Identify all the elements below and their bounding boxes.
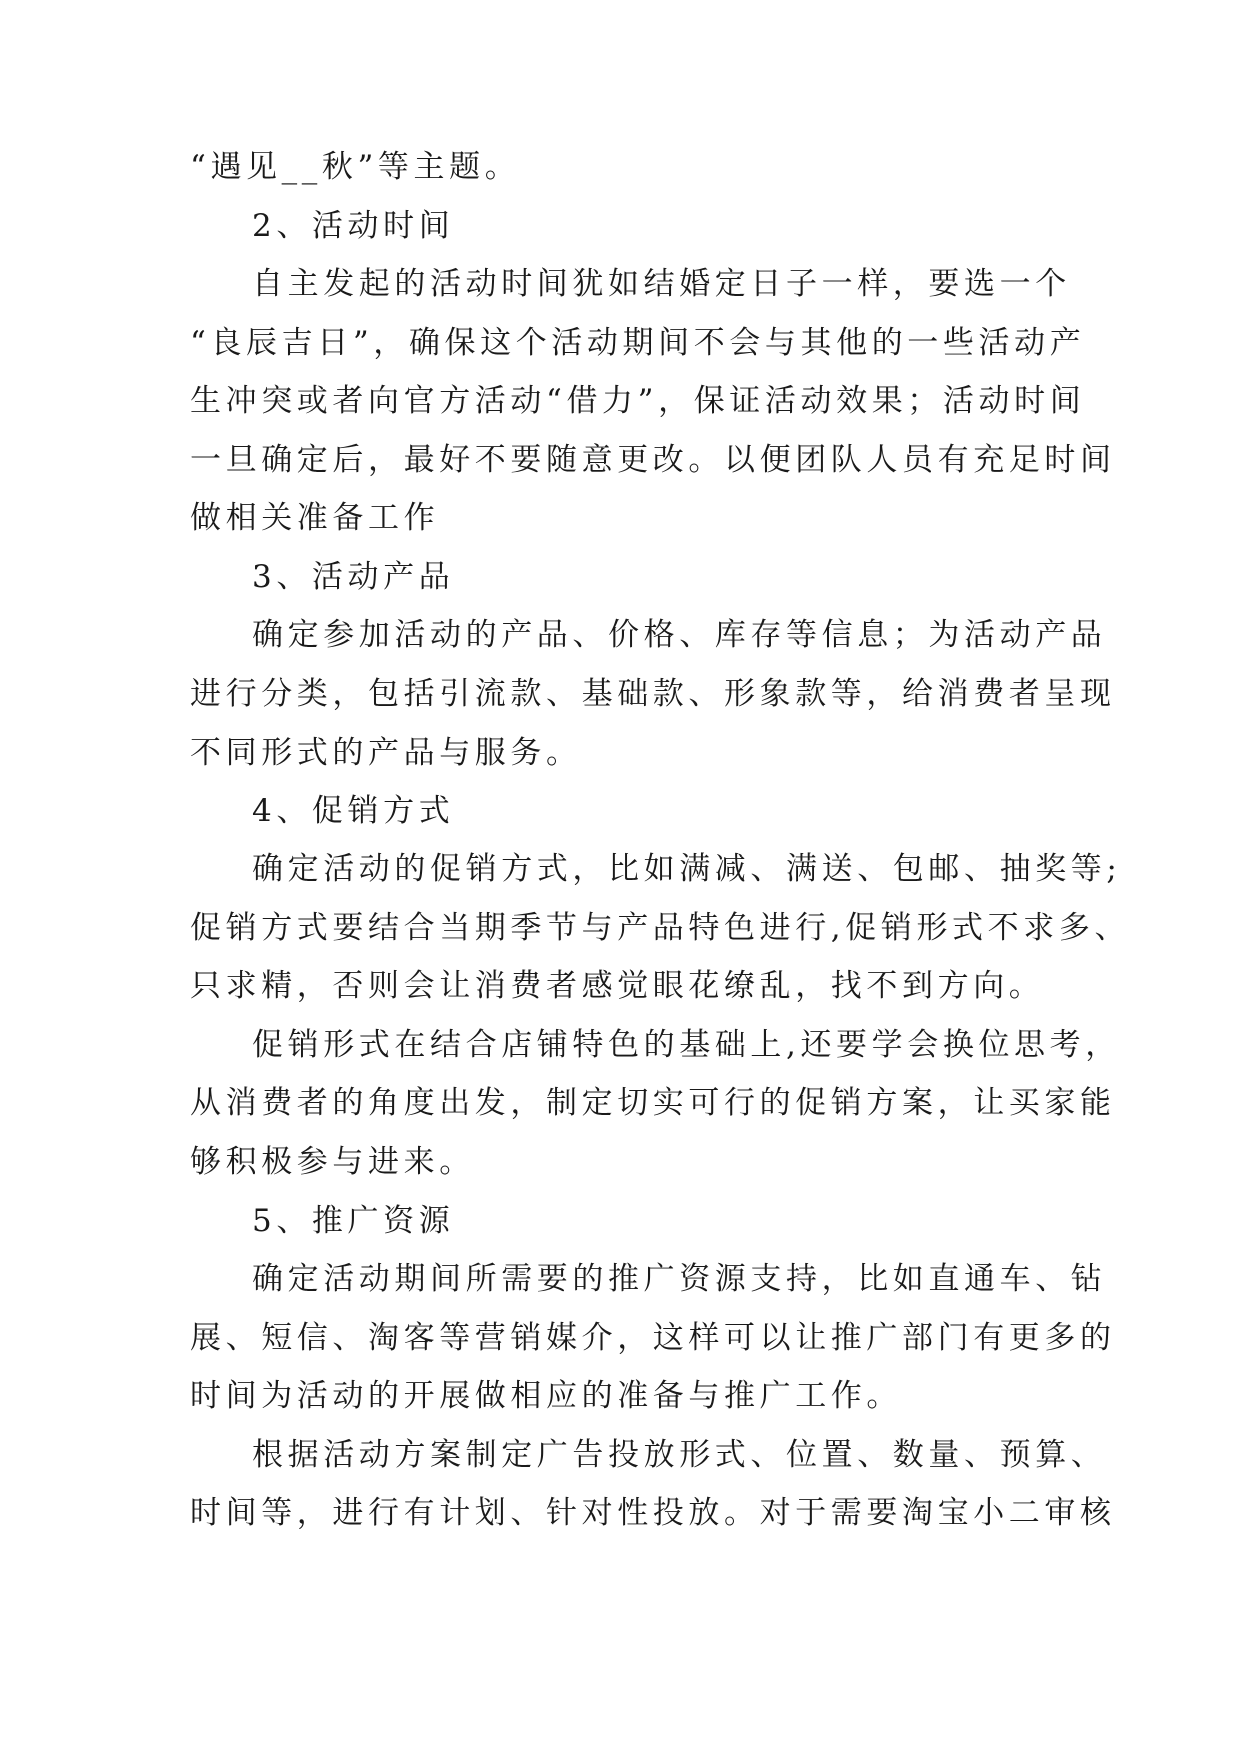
text-line: 不同形式的产品与服务。 [190,735,582,771]
text-line: “良辰吉日”，确保这个活动期间不会与其他的一些活动产 [190,325,1086,361]
text-line: 进行分类，包括引流款、基础款、形象款等，给消费者呈现 [190,676,1116,712]
text-line: 够积极参与进来。 [190,1144,475,1180]
section-heading: 5、推广资源 [252,1203,455,1239]
text-line: 确定活动的促销方式，比如满减、满送、包邮、抽奖等; [252,851,1122,887]
text-line: 一旦确定后，最好不要随意更改。以便团队人员有充足时间 [190,442,1116,478]
text-line: 自主发起的活动时间犹如结婚定日子一样，要选一个 [252,266,1071,302]
text-line: “遇见__秋”等主题。 [190,149,521,185]
text-line: 展、短信、淘客等营销媒介，这样可以让推广部门有更多的 [190,1320,1116,1356]
section-heading: 4、促销方式 [252,793,455,829]
text-line: 促销方式要结合当期季节与产品特色进行,促销形式不求多、 [190,910,1131,946]
text-line: 只求精，否则会让消费者感觉眼花缭乱，找不到方向。 [190,968,1045,1004]
text-line: 从消费者的角度出发，制定切实可行的促销方案，让买家能 [190,1085,1116,1121]
section-heading: 2、活动时间 [252,208,455,244]
text-line: 做相关准备工作 [190,500,440,536]
text-line: 时间为活动的开展做相应的准备与推广工作。 [190,1378,902,1414]
section-heading: 3、活动产品 [252,559,455,595]
text-line: 确定参加活动的产品、价格、库存等信息；为活动产品 [252,617,1107,653]
text-line: 确定活动期间所需要的推广资源支持，比如直通车、钻 [252,1261,1107,1297]
text-line: 生冲突或者向官方活动“借力”，保证活动效果；活动时间 [190,383,1086,419]
text-line: 根据活动方案制定广告投放形式、位置、数量、预算、 [252,1437,1107,1473]
text-line: 促销形式在结合店铺特色的基础上,还要学会换位思考， [252,1027,1121,1063]
text-line: 时间等，进行有计划、针对性投放。对于需要淘宝小二审核 [190,1495,1116,1531]
